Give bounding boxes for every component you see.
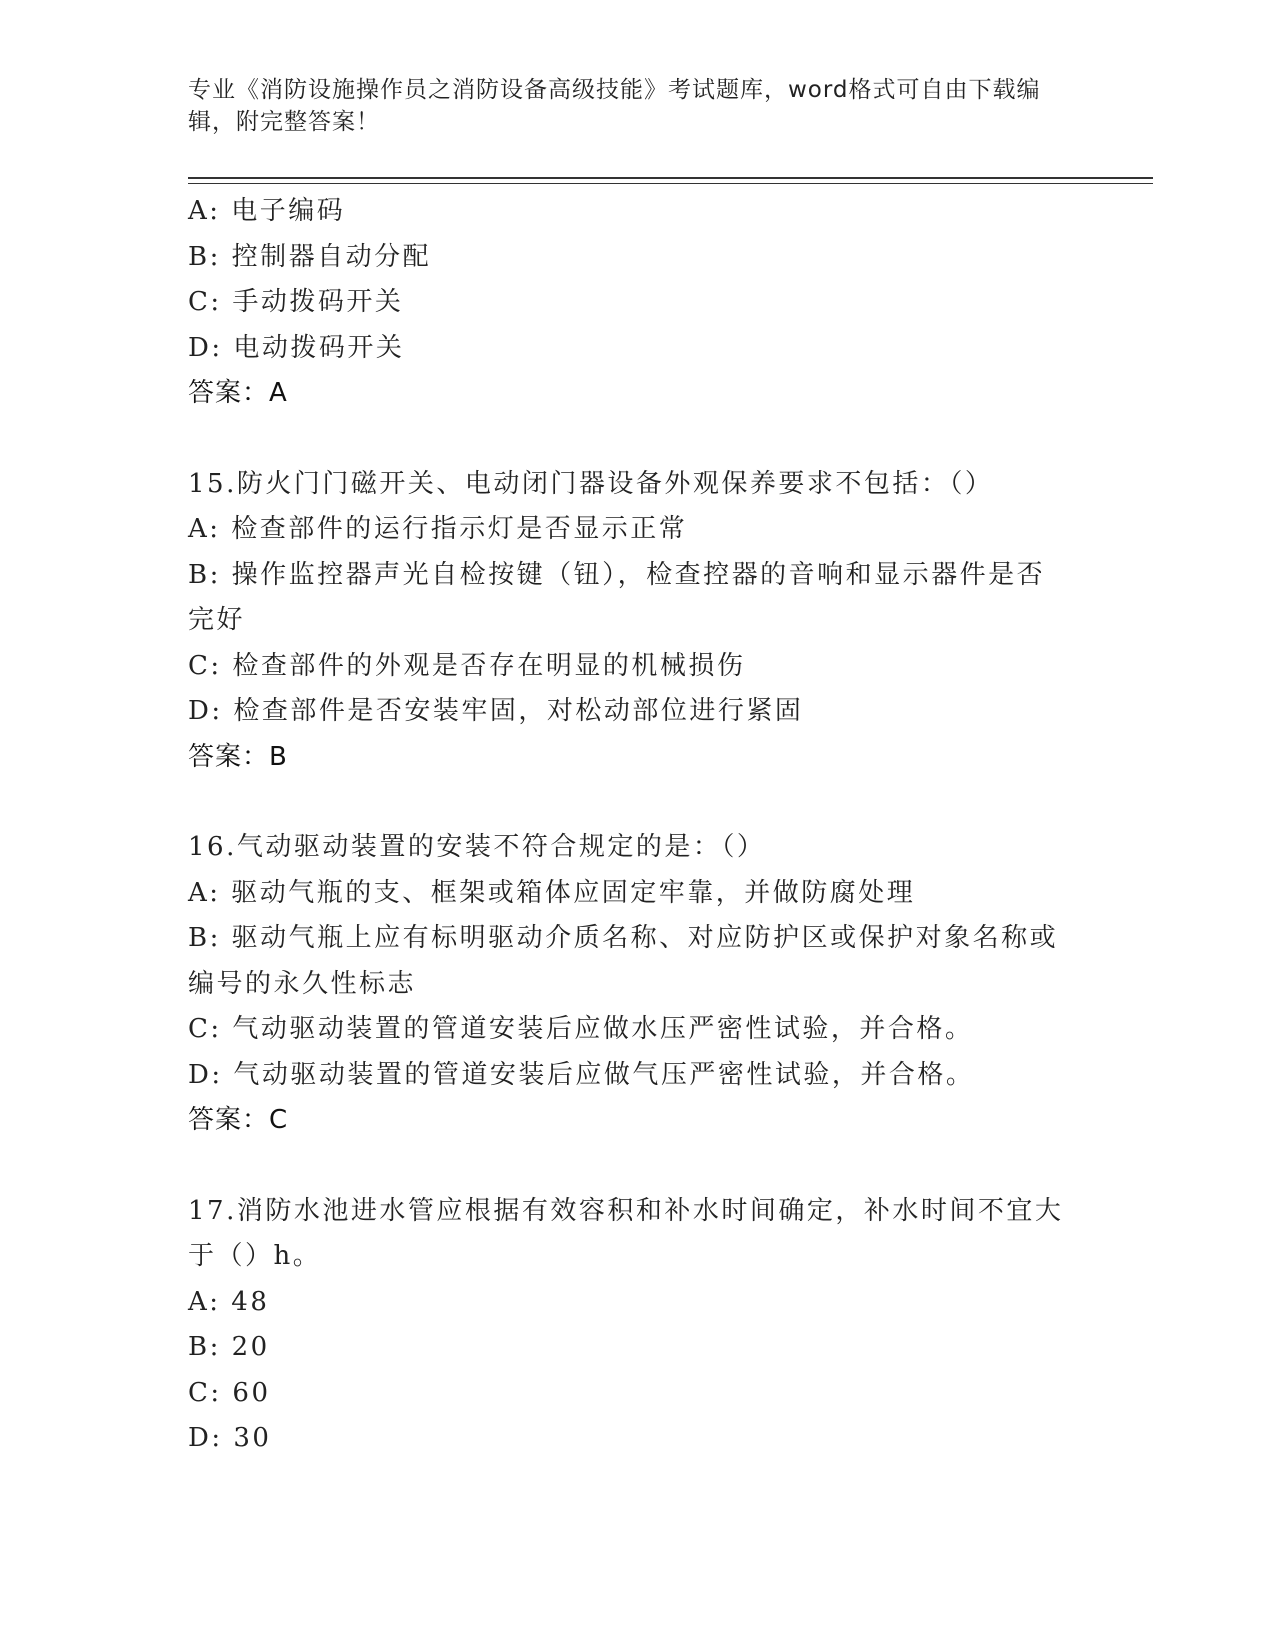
question-17 [188, 1189, 1068, 1462]
question-16 [188, 825, 1068, 1144]
answer: 答案：C [188, 1105, 289, 1135]
header-divider-thin [188, 183, 1153, 184]
option-b: B: 操作监控器声光自检按键（钮），检查控器的音响和显示器件是否完好 [188, 559, 1046, 635]
option-a: A: 驱动气瓶的支、框架或箱体应固定牢靠，并做防腐处理 [188, 877, 916, 908]
option-b: B: 驱动气瓶上应有标明驱动介质名称、对应防护区或保护对象名称或编号的永久性标志 [188, 923, 1059, 999]
option-d: D: 30 [188, 1423, 272, 1453]
question-stem: 16.气动驱动装置的安装不符合规定的是：（） [188, 832, 766, 862]
question-15 [188, 462, 1068, 781]
option-b: B: 20 [188, 1332, 270, 1362]
option-a: A: 检查部件的运行指示灯是否显示正常 [188, 514, 688, 544]
option-a: A: 48 [188, 1286, 270, 1317]
option-d: D: 气动驱动装置的管道安装后应做气压严密性试验，并合格。 [188, 1059, 975, 1090]
answer: 答案：A [188, 378, 288, 408]
header-divider-thick [188, 177, 1153, 179]
option-d: D: 电动拨码开关 [188, 332, 405, 363]
option-c: C: 检查部件的外观是否存在明显的机械损伤 [188, 650, 746, 681]
answer: 答案：B [188, 741, 288, 772]
question-stem: 17.消防水池进水管应根据有效容积和补水时间确定，补水时间不宜大于（）h。 [188, 1195, 1064, 1271]
option-d: D: 检查部件是否安装牢固，对松动部位进行紧固 [188, 696, 804, 726]
question-14 [188, 189, 1068, 417]
option-b: B: 控制器自动分配 [188, 241, 432, 272]
document-header: 专业《消防设施操作员之消防设备高级技能》考试题库，word格式可自由下载编辑，附完整答案！ [188, 77, 1041, 135]
question-stem: 15.防火门门磁开关、电动闭门器设备外观保养要求不包括：（） [188, 468, 994, 499]
option-a: A: 电子编码 [188, 196, 346, 226]
option-c: C: 60 [188, 1377, 271, 1408]
option-c: C: 气动驱动装置的管道安装后应做水压严密性试验，并合格。 [188, 1014, 974, 1044]
question-list [188, 189, 1068, 1462]
option-c: C: 手动拨码开关 [188, 287, 404, 317]
